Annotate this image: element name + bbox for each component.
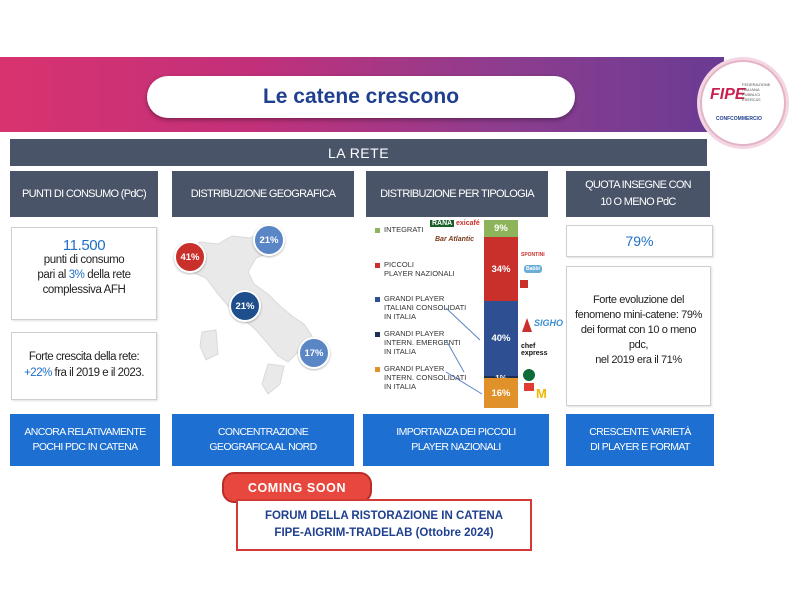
- brand-mark-icon: [520, 280, 528, 288]
- bar-segment-label: 34%: [491, 263, 511, 275]
- fipe-logo: [700, 60, 786, 146]
- brand-mcdonalds-icon: M: [536, 386, 547, 401]
- bar-segment-label: 9%: [494, 223, 508, 234]
- header-punti-consumo: PUNTI DI CONSUMO (PdC): [10, 171, 158, 217]
- forum-subtitle: FIPE-AIGRIM-TRADELAB (Ottobre 2024): [274, 527, 494, 539]
- punti-consumo-box: [11, 227, 157, 320]
- header-distribuzione-geografica: DISTRIBUZIONE GEOGRAFICA: [172, 171, 354, 217]
- map-region-sud: 17%: [298, 337, 330, 369]
- legend-swatch: [375, 228, 380, 233]
- legend-swatch: [375, 263, 380, 268]
- evoluzione-box: Forte evoluzione del fenomeno mini-catene: 79% dei format con 10 o meno pdc, nel 2019 era il 71%: [566, 266, 711, 406]
- brand-starbucks-icon: [522, 368, 536, 382]
- quota-value: 79%: [625, 233, 654, 249]
- quota-box: [566, 225, 713, 257]
- map-region-nord-est: 21%: [253, 224, 285, 256]
- coming-soon-badge: COMING SOON: [222, 472, 372, 503]
- logo-sub: CONFCOMMERCIO: [716, 116, 762, 122]
- header-distribuzione-tipologia: DISTRIBUZIONE PER TIPOLOGIA: [366, 171, 548, 217]
- punti-consumo-afh: complessiva AFH: [42, 284, 126, 296]
- section-header: LA RETE: [10, 139, 707, 166]
- crescita-pct: +22% fra il 2019 e il 2023.: [24, 367, 144, 379]
- bar-segment-label: 40%: [491, 333, 511, 344]
- punti-consumo-text: punti di consumo: [43, 254, 125, 266]
- brand-babbi: Babbi: [526, 266, 540, 272]
- legend-swatch: [375, 332, 380, 337]
- footer-geografica: CONCENTRAZIONE GEOGRAFICA AL NORD: [172, 414, 354, 466]
- legend-grandi-intern-consolidati: GRANDI PLAYER INTERN. CONSOLIDATI IN ITALIA: [375, 364, 466, 391]
- header-quota-insegne: QUOTA INSEGNE CON 10 O MENO PdC: [566, 171, 710, 217]
- stacked-bar: [484, 220, 518, 408]
- brand-sigho: SIGHO: [534, 318, 564, 328]
- bar-segment: [484, 220, 518, 237]
- bar-segment: [484, 378, 518, 408]
- legend-swatch: [375, 367, 380, 372]
- crescita-text: Forte crescita della rete:: [28, 351, 140, 363]
- map-region-centro: 21%: [229, 290, 261, 322]
- bar-segment-label: 16%: [491, 387, 511, 399]
- bar-segment: [484, 237, 518, 301]
- footer-varieta: CRESCENTE VARIETÀ DI PLAYER E FORMAT: [566, 414, 714, 466]
- punti-consumo-share: pari al 3% della rete: [37, 269, 131, 281]
- brand-bar-atlantic: Bar Atlantic: [435, 236, 475, 243]
- legend-grandi-emergenti: GRANDI PLAYER INTERN. EMERGENTI IN ITALIA: [375, 329, 461, 356]
- legend-integrati: INTEGRATI: [375, 225, 423, 234]
- footer-tipologia: IMPORTANZA DEI PICCOLI PLAYER NAZIONALI: [363, 414, 549, 466]
- legend-piccoli: PICCOLI PLAYER NAZIONALI: [375, 260, 455, 278]
- footer-punti-consumo: ANCORA RELATIVAMENTE POCHI PDC IN CATENA: [10, 414, 160, 466]
- brand-spontini: SPONTINI: [521, 252, 545, 258]
- punti-consumo-number: 11.500: [62, 237, 106, 254]
- map-region-nord-ovest: 41%: [174, 241, 206, 273]
- brand-kfc-icon: [524, 383, 534, 391]
- legend-swatch: [375, 297, 380, 302]
- brand-chef-express: chef express: [521, 343, 548, 357]
- forum-box: [236, 499, 532, 551]
- brand-rana: RANA: [432, 220, 453, 227]
- forum-title: FORUM DELLA RISTORAZIONE IN CATENA: [264, 510, 504, 522]
- brand-exicafe: exicafé: [456, 220, 480, 227]
- page-title: Le catene crescono: [147, 76, 575, 118]
- logo-name: FIPE: [710, 86, 746, 103]
- brand-autogrill-icon: [522, 318, 532, 332]
- legend-grandi-italiani: GRANDI PLAYER ITALIANI CONSOLIDATI IN ITALIA: [375, 294, 466, 321]
- bar-segment: [484, 301, 518, 376]
- crescita-box: [11, 332, 157, 400]
- logo-lines: FEDERAZIONE ITALIANA PUBBLICI ESERCIZI: [742, 82, 771, 102]
